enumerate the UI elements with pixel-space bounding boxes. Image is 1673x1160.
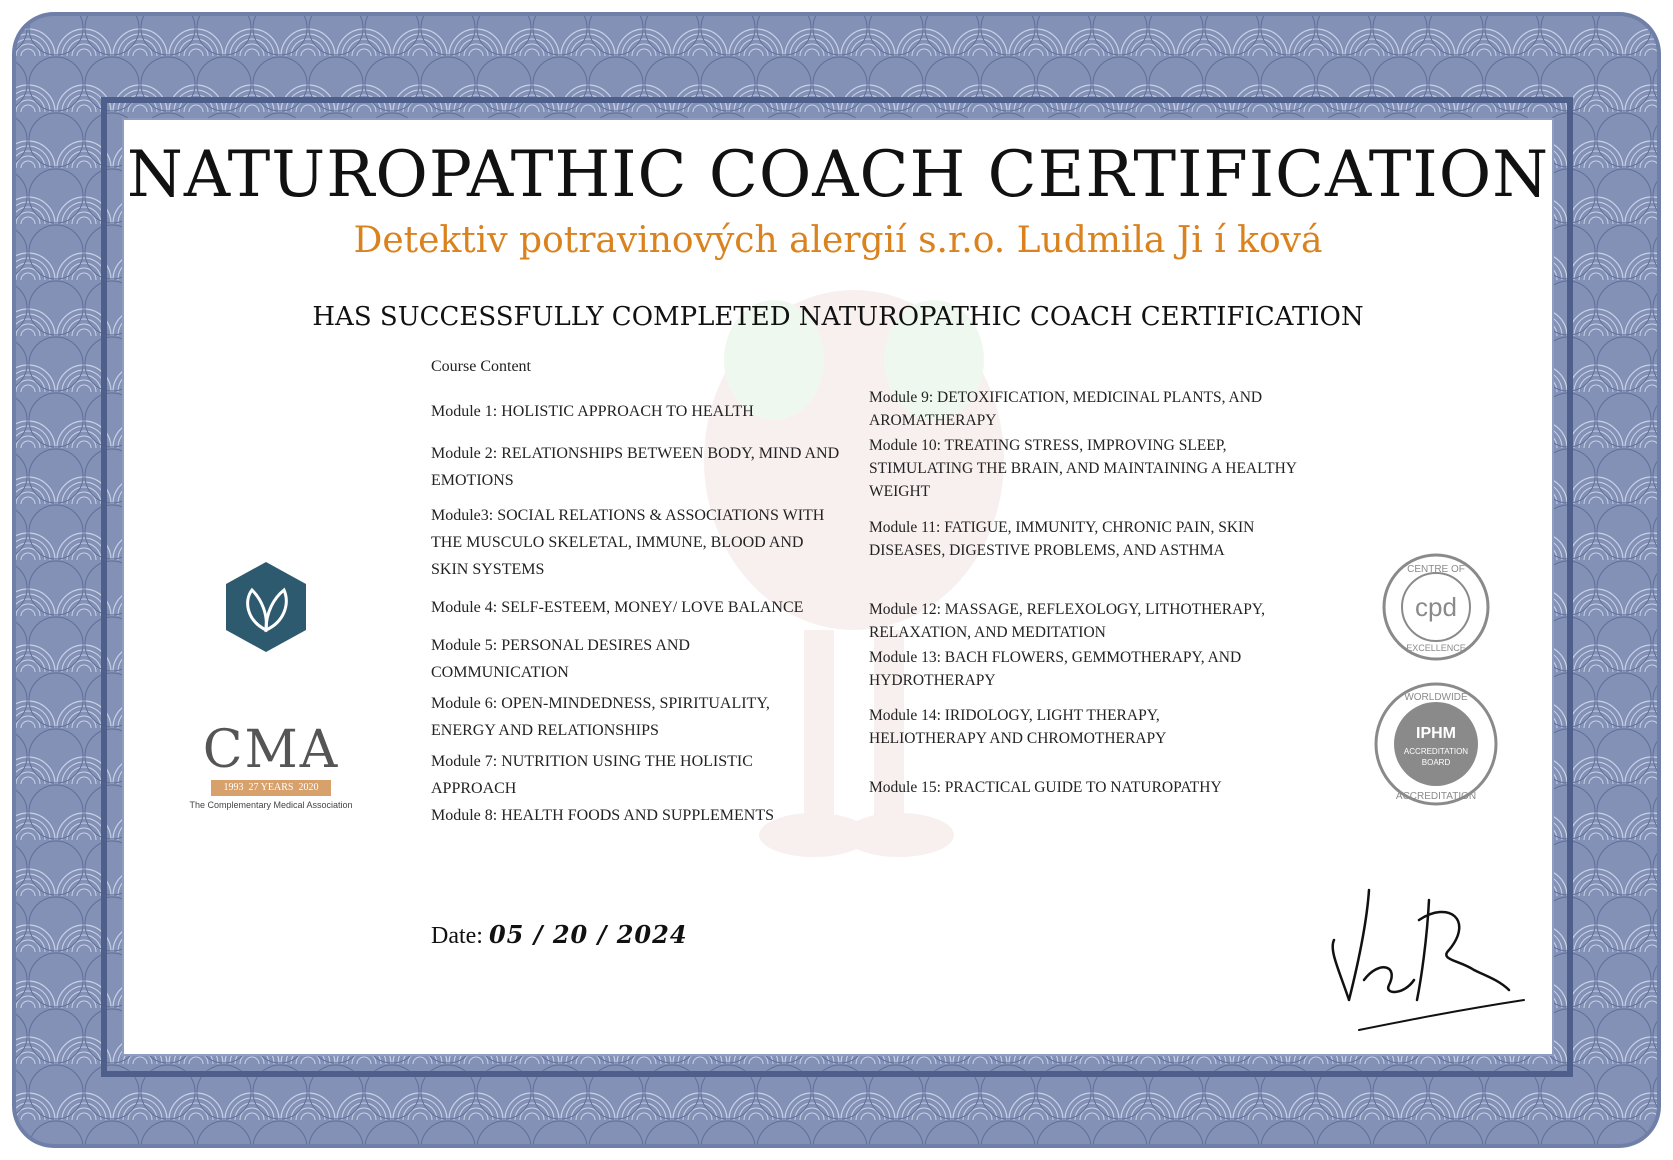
cma-caption: The Complementary Medical Association [189, 800, 353, 810]
cma-years-banner [211, 780, 331, 796]
module-item: Module 6: OPEN-MINDEDNESS, SPIRITUALITY, ENERGY AND RELATIONSHIPS [431, 695, 770, 739]
iphm-sub1-text: ACCREDITATION [1403, 747, 1469, 756]
module-item: Module 10: TREATING STRESS, IMPROVING SLEEP, STIMULATING THE BRAIN, AND MAINTAINING A HEALTHY WEIGHT [869, 437, 1297, 500]
completion-statement: HAS SUCCESSFULLY COMPLETED NATUROPATHIC COACH CERTIFICATION [312, 302, 1364, 332]
iphm-mid-text: IPHM [1416, 725, 1456, 742]
module-item: Module 2: RELATIONSHIPS BETWEEN BODY, MIND AND EMOTIONS [431, 445, 840, 489]
cma-year-end: 2020 [298, 782, 319, 793]
iphm-sub2-text: BOARD [1421, 758, 1451, 767]
course-content-heading: Course Content [431, 358, 531, 375]
certificate-title: NATUROPATHIC COACH CERTIFICATION [126, 138, 1550, 212]
iphm-seal-icon [1372, 680, 1500, 808]
cma-year-start: 1993 [223, 782, 244, 793]
date-value: 05 / 20 / 2024 [488, 920, 688, 949]
certificate-date [431, 920, 688, 950]
certificate-body [122, 118, 1554, 1056]
module-item: Module 7: NUTRITION USING THE HOLISTIC APPROACH [431, 753, 753, 797]
iphm-bottom-text: ACCREDITATION [1395, 791, 1477, 802]
signature [1309, 880, 1529, 1040]
recipient-name: Detektiv potravinových alergií s.r.o. Ludmila Ji í ková [353, 220, 1323, 261]
module-item: Module 11: FATIGUE, IMMUNITY, CHRONIC PAIN, SKIN DISEASES, DIGESTIVE PROBLEMS, AND ASTHMA [869, 519, 1255, 559]
module-item: Module 8: HEALTH FOODS AND SUPPLEMENTS [431, 807, 774, 824]
cpd-mid-text: cpd [1415, 592, 1457, 622]
module-item: Module 5: PERSONAL DESIRES AND COMMUNICATION [431, 637, 690, 681]
module-item: Module 1: HOLISTIC APPROACH TO HEALTH [431, 403, 754, 420]
module-item: Module 14: IRIDOLOGY, LIGHT THERAPY, HELIOTHERAPY AND CHROMOTHERAPY [869, 707, 1167, 747]
iphm-top-text: WORLDWIDE [1404, 692, 1468, 703]
cma-years: 27 YEARS [248, 782, 294, 793]
module-item: Module 15: PRACTICAL GUIDE TO NATUROPATHY [869, 779, 1222, 796]
cpd-seal-icon [1381, 552, 1491, 662]
cma-logo [186, 720, 356, 810]
cpd-bottom-text: EXCELLENCE [1406, 643, 1466, 653]
module-item: Module 12: MASSAGE, REFLEXOLOGY, LITHOTHERAPY, RELAXATION, AND MEDITATION [869, 601, 1265, 641]
module-item: Module 9: DETOXIFICATION, MEDICINAL PLANTS, AND AROMATHERAPY [869, 389, 1263, 429]
cpd-top-text: CENTRE OF [1407, 564, 1465, 575]
module-item: Module 4: SELF-ESTEEM, MONEY/ LOVE BALANCE [431, 599, 804, 616]
date-label: Date: [431, 923, 483, 949]
module-item: Module3: SOCIAL RELATIONS & ASSOCIATIONS WITH THE MUSCULO SKELETAL, IMMUNE, BLOOD AND SKIN SYSTEMS [431, 507, 825, 578]
leaf-hexagon-icon [224, 560, 308, 654]
cma-letters: CMA [202, 720, 340, 780]
module-item: Module 13: BACH FLOWERS, GEMMOTHERAPY, AND HYDROTHERAPY [869, 649, 1242, 689]
